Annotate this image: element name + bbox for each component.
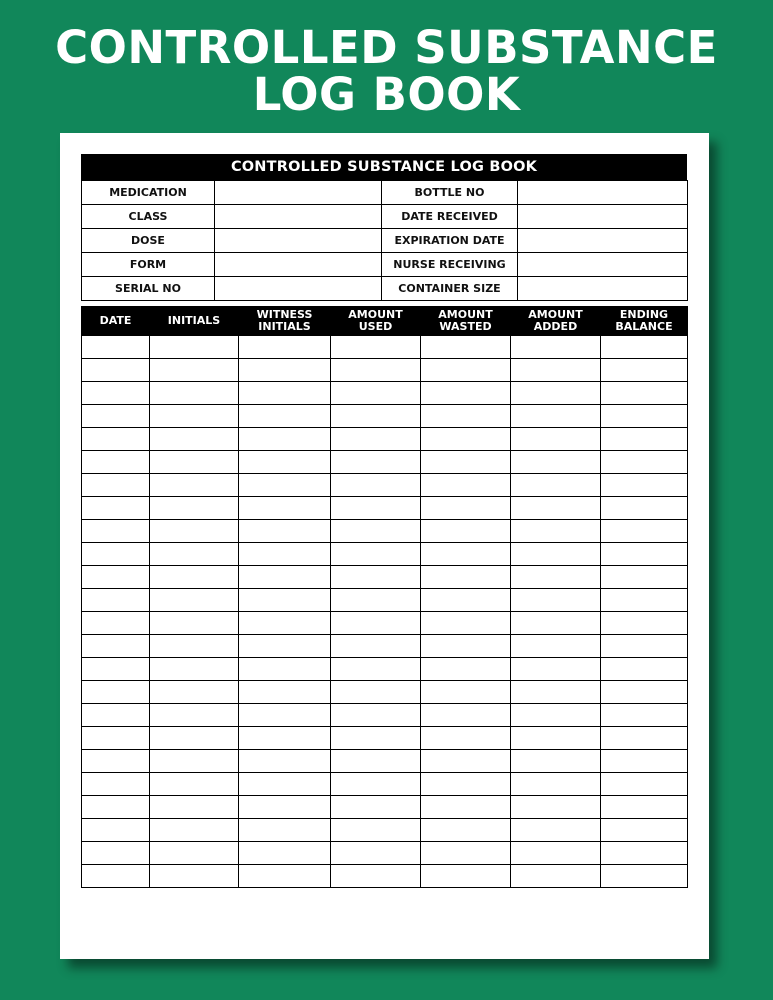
log-cell[interactable] (82, 796, 150, 819)
info-row (82, 277, 688, 301)
log-cell[interactable] (421, 382, 511, 405)
log-row (82, 750, 688, 773)
log-row (82, 612, 688, 635)
column-header-ending-balance (601, 306, 688, 336)
log-row (82, 819, 688, 842)
sheet-heading: CONTROLLED SUBSTANCE LOG BOOK (81, 154, 687, 180)
log-cell[interactable] (82, 566, 150, 589)
log-cell[interactable] (511, 819, 601, 842)
log-cell[interactable] (421, 727, 511, 750)
log-cell[interactable] (150, 359, 239, 382)
log-cell[interactable] (82, 612, 150, 635)
log-cell[interactable] (421, 681, 511, 704)
log-cell[interactable] (150, 773, 239, 796)
log-cell[interactable] (82, 773, 150, 796)
log-row (82, 635, 688, 658)
log-cell[interactable] (511, 750, 601, 773)
log-row (82, 865, 688, 888)
log-cell[interactable] (511, 773, 601, 796)
log-row (82, 704, 688, 727)
log-cell[interactable] (82, 520, 150, 543)
log-cell[interactable] (511, 612, 601, 635)
log-cell[interactable] (511, 543, 601, 566)
log-row (82, 658, 688, 681)
cover-title-line-2: LOG BOOK (252, 68, 521, 121)
log-cell[interactable] (150, 382, 239, 405)
log-cell[interactable] (511, 589, 601, 612)
log-cell[interactable] (511, 635, 601, 658)
log-cell[interactable] (421, 336, 511, 359)
log-cell[interactable] (82, 474, 150, 497)
log-cell[interactable] (421, 405, 511, 428)
bottle-no-field[interactable] (518, 181, 688, 205)
log-row (82, 681, 688, 704)
log-cell[interactable] (150, 543, 239, 566)
log-cell[interactable] (421, 819, 511, 842)
log-row (82, 359, 688, 382)
log-cell[interactable] (239, 865, 331, 888)
info-label-medication: MEDICATION (82, 181, 215, 205)
log-header-row (82, 306, 688, 336)
log-cell[interactable] (421, 497, 511, 520)
log-cell[interactable] (331, 796, 421, 819)
log-cell[interactable] (239, 842, 331, 865)
log-cell[interactable] (150, 658, 239, 681)
column-header-text: WASTED (439, 319, 492, 333)
log-cell[interactable] (511, 428, 601, 451)
log-cell[interactable] (239, 589, 331, 612)
log-cell[interactable] (511, 842, 601, 865)
log-cell[interactable] (239, 750, 331, 773)
cover-title (0, 21, 773, 121)
log-cell[interactable] (331, 612, 421, 635)
log-cell[interactable] (331, 704, 421, 727)
column-header-text: ADDED (533, 319, 578, 333)
log-cell[interactable] (511, 474, 601, 497)
log-cell[interactable] (239, 612, 331, 635)
log-cell[interactable] (331, 589, 421, 612)
log-cell[interactable] (331, 405, 421, 428)
log-cell[interactable] (331, 727, 421, 750)
log-cell[interactable] (82, 382, 150, 405)
log-row (82, 474, 688, 497)
log-cell[interactable] (601, 451, 688, 474)
log-cell[interactable] (239, 428, 331, 451)
log-cell[interactable] (601, 612, 688, 635)
log-cell[interactable] (82, 865, 150, 888)
log-table (81, 306, 688, 888)
log-cell[interactable] (150, 451, 239, 474)
log-cell[interactable] (331, 520, 421, 543)
info-label-container-size: CONTAINER SIZE (382, 277, 518, 301)
log-cell[interactable] (331, 819, 421, 842)
column-header-text: AMOUNT (348, 307, 403, 321)
log-cell[interactable] (82, 589, 150, 612)
info-label-nurse-receiving: NURSE RECEIVING (382, 253, 518, 277)
log-cell[interactable] (511, 727, 601, 750)
log-cell[interactable] (601, 819, 688, 842)
log-cell[interactable] (82, 842, 150, 865)
log-cell[interactable] (150, 589, 239, 612)
log-cell[interactable] (421, 543, 511, 566)
log-cell[interactable] (150, 428, 239, 451)
log-cell[interactable] (150, 497, 239, 520)
log-cell[interactable] (150, 750, 239, 773)
log-cell[interactable] (601, 520, 688, 543)
log-cell[interactable] (82, 727, 150, 750)
log-cell[interactable] (601, 359, 688, 382)
log-cell[interactable] (331, 336, 421, 359)
log-cell[interactable] (421, 658, 511, 681)
log-cell[interactable] (239, 681, 331, 704)
log-cell[interactable] (601, 773, 688, 796)
log-cell[interactable] (150, 865, 239, 888)
log-cell[interactable] (150, 727, 239, 750)
log-cell[interactable] (239, 773, 331, 796)
column-header-date (82, 306, 150, 336)
log-cell[interactable] (601, 750, 688, 773)
log-cell[interactable] (82, 543, 150, 566)
column-header-text: AMOUNT (528, 307, 583, 321)
log-cell[interactable] (150, 635, 239, 658)
log-cell[interactable] (331, 428, 421, 451)
log-cell[interactable] (82, 428, 150, 451)
log-row (82, 451, 688, 474)
log-cell[interactable] (82, 405, 150, 428)
container-size-field[interactable] (518, 277, 688, 301)
log-cell[interactable] (511, 681, 601, 704)
log-cell[interactable] (421, 704, 511, 727)
log-cell[interactable] (601, 796, 688, 819)
log-cell[interactable] (331, 865, 421, 888)
info-table (81, 180, 688, 301)
nurse-receiving-field[interactable] (518, 253, 688, 277)
column-header-initials (150, 306, 239, 336)
log-cell[interactable] (239, 520, 331, 543)
log-cell[interactable] (421, 635, 511, 658)
log-cell[interactable] (421, 865, 511, 888)
column-header-amount-used (331, 306, 421, 336)
log-cell[interactable] (601, 842, 688, 865)
expiration-date-field[interactable] (518, 229, 688, 253)
column-header-amount-wasted (421, 306, 511, 336)
log-cell[interactable] (601, 566, 688, 589)
log-cell[interactable] (150, 819, 239, 842)
log-cell[interactable] (82, 681, 150, 704)
log-cell[interactable] (511, 704, 601, 727)
log-cell[interactable] (82, 658, 150, 681)
log-cell[interactable] (421, 474, 511, 497)
log-cell[interactable] (601, 382, 688, 405)
log-row (82, 497, 688, 520)
info-label-form: FORM (82, 253, 215, 277)
log-cell[interactable] (511, 382, 601, 405)
column-header-text: BALANCE (615, 319, 673, 333)
log-cell[interactable] (601, 658, 688, 681)
info-label-class: CLASS (82, 205, 215, 229)
log-row (82, 543, 688, 566)
log-cell[interactable] (239, 543, 331, 566)
log-cell[interactable] (601, 474, 688, 497)
column-header-text: DATE (99, 313, 132, 327)
info-row (82, 205, 688, 229)
log-cell[interactable] (421, 796, 511, 819)
column-header-text: USED (358, 319, 393, 333)
log-cell[interactable] (150, 704, 239, 727)
log-cell[interactable] (421, 359, 511, 382)
log-cell[interactable] (511, 405, 601, 428)
log-cell[interactable] (331, 566, 421, 589)
log-cell[interactable] (331, 750, 421, 773)
log-cell[interactable] (601, 428, 688, 451)
info-label-bottle-no: BOTTLE NO (382, 181, 518, 205)
log-cell[interactable] (239, 451, 331, 474)
log-row (82, 589, 688, 612)
log-row (82, 566, 688, 589)
log-cell[interactable] (601, 589, 688, 612)
log-cell[interactable] (601, 336, 688, 359)
info-row (82, 181, 688, 205)
log-cell[interactable] (331, 635, 421, 658)
log-cell[interactable] (150, 336, 239, 359)
column-header-witness-initials (239, 306, 331, 336)
log-cell[interactable] (331, 359, 421, 382)
log-cell[interactable] (239, 796, 331, 819)
log-cell[interactable] (421, 428, 511, 451)
info-label-date-received: DATE RECEIVED (382, 205, 518, 229)
log-cell[interactable] (331, 543, 421, 566)
column-header-text: INITIALS (258, 319, 311, 333)
log-cell[interactable] (421, 750, 511, 773)
log-cell[interactable] (150, 405, 239, 428)
info-label-dose: DOSE (82, 229, 215, 253)
log-cell[interactable] (239, 566, 331, 589)
log-cell[interactable] (82, 704, 150, 727)
column-header-text: WITNESS (256, 307, 313, 321)
log-row (82, 405, 688, 428)
log-cell[interactable] (511, 336, 601, 359)
log-cell[interactable] (511, 865, 601, 888)
log-cell[interactable] (239, 405, 331, 428)
log-cell[interactable] (150, 796, 239, 819)
info-label-serial-no: SERIAL NO (82, 277, 215, 301)
log-cell[interactable] (421, 520, 511, 543)
log-cell[interactable] (239, 704, 331, 727)
log-cell[interactable] (511, 796, 601, 819)
log-row (82, 382, 688, 405)
log-cell[interactable] (150, 520, 239, 543)
log-cell[interactable] (331, 451, 421, 474)
log-cell[interactable] (511, 520, 601, 543)
log-cell[interactable] (82, 336, 150, 359)
log-cell[interactable] (511, 497, 601, 520)
log-row (82, 520, 688, 543)
log-cell[interactable] (331, 474, 421, 497)
log-cell[interactable] (601, 405, 688, 428)
log-cell[interactable] (601, 543, 688, 566)
log-row (82, 428, 688, 451)
info-row (82, 253, 688, 277)
column-header-text: INITIALS (167, 313, 221, 327)
cover-title-line-1: CONTROLLED SUBSTANCE (55, 21, 718, 74)
log-cell[interactable] (421, 451, 511, 474)
class-field[interactable] (215, 205, 382, 229)
log-cell[interactable] (82, 451, 150, 474)
log-cell[interactable] (511, 451, 601, 474)
log-cell[interactable] (331, 382, 421, 405)
log-cell[interactable] (331, 842, 421, 865)
log-cell[interactable] (601, 497, 688, 520)
info-label-expiration-date: EXPIRATION DATE (382, 229, 518, 253)
log-cell[interactable] (421, 773, 511, 796)
column-header-text: ENDING (619, 307, 669, 321)
log-cell[interactable] (421, 612, 511, 635)
log-cell[interactable] (239, 819, 331, 842)
log-cell[interactable] (511, 359, 601, 382)
log-cell[interactable] (82, 635, 150, 658)
log-cell[interactable] (421, 842, 511, 865)
log-cell[interactable] (150, 842, 239, 865)
log-cell[interactable] (331, 681, 421, 704)
log-cell[interactable] (421, 566, 511, 589)
log-row (82, 842, 688, 865)
log-body (82, 336, 688, 888)
log-cell[interactable] (82, 819, 150, 842)
log-cell[interactable] (239, 658, 331, 681)
log-cell[interactable] (150, 474, 239, 497)
log-cell[interactable] (82, 497, 150, 520)
log-cell[interactable] (601, 681, 688, 704)
log-row (82, 796, 688, 819)
log-cell[interactable] (601, 635, 688, 658)
form-field[interactable] (215, 253, 382, 277)
dose-field[interactable] (215, 229, 382, 253)
log-cell[interactable] (82, 750, 150, 773)
serial-no-field[interactable] (215, 277, 382, 301)
log-cell[interactable] (239, 382, 331, 405)
log-cell[interactable] (239, 635, 331, 658)
log-cell[interactable] (82, 359, 150, 382)
log-page (60, 133, 709, 959)
log-row (82, 727, 688, 750)
info-row (82, 229, 688, 253)
medication-field[interactable] (215, 181, 382, 205)
log-cell[interactable] (331, 773, 421, 796)
log-cell[interactable] (239, 497, 331, 520)
log-cell[interactable] (150, 566, 239, 589)
log-cell[interactable] (601, 727, 688, 750)
log-cell[interactable] (239, 727, 331, 750)
log-cell[interactable] (239, 336, 331, 359)
log-cell[interactable] (150, 681, 239, 704)
log-cell[interactable] (331, 658, 421, 681)
log-cell[interactable] (511, 658, 601, 681)
log-cell[interactable] (239, 359, 331, 382)
log-cell[interactable] (601, 865, 688, 888)
log-cell[interactable] (239, 474, 331, 497)
log-cell[interactable] (421, 589, 511, 612)
log-cell[interactable] (601, 704, 688, 727)
log-row (82, 773, 688, 796)
column-header-amount-added (511, 306, 601, 336)
log-cell[interactable] (150, 612, 239, 635)
date-received-field[interactable] (518, 205, 688, 229)
log-sheet (81, 154, 687, 888)
log-cell[interactable] (331, 497, 421, 520)
log-cell[interactable] (511, 566, 601, 589)
log-row (82, 336, 688, 359)
column-header-text: AMOUNT (438, 307, 493, 321)
